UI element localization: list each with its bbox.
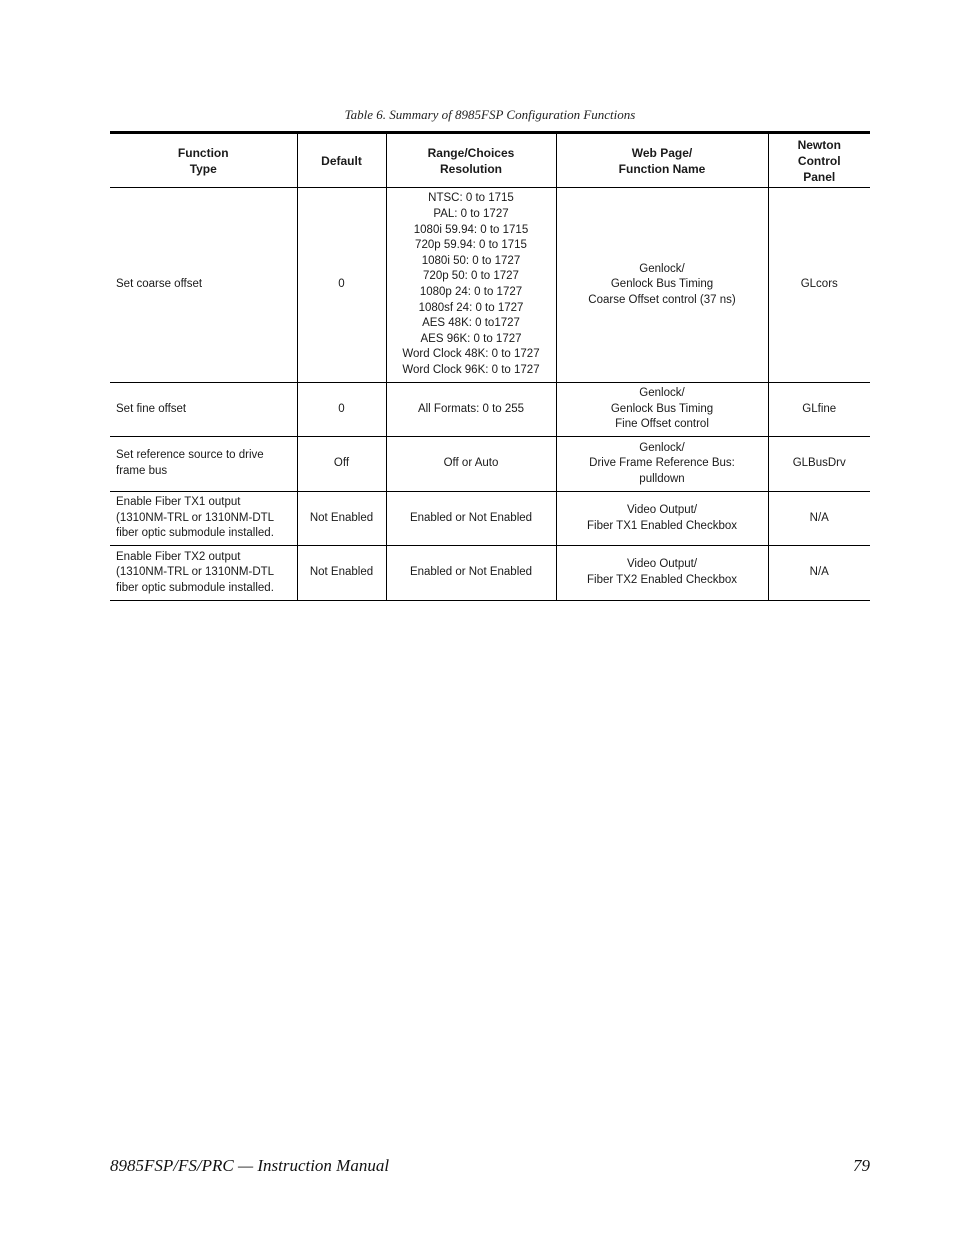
cell-web-page: Genlock/ Genlock Bus Timing Coarse Offset control (37 ns) — [556, 188, 768, 383]
cell-web-page: Genlock/ Genlock Bus Timing Fine Offset control — [556, 383, 768, 437]
cell-default: 0 — [297, 383, 386, 437]
cell-newton: N/A — [768, 546, 870, 601]
cell-default: Not Enabled — [297, 546, 386, 601]
configuration-table — [110, 131, 870, 601]
cell-range: Enabled or Not Enabled — [386, 546, 556, 601]
table-row — [110, 546, 870, 601]
cell-function: Set reference source to drive frame bus — [110, 437, 297, 492]
cell-range: Enabled or Not Enabled — [386, 492, 556, 546]
table-row — [110, 437, 870, 492]
cell-default: Not Enabled — [297, 492, 386, 546]
cell-range: All Formats: 0 to 255 — [386, 383, 556, 437]
cell-newton: GLfine — [768, 383, 870, 437]
cell-range: NTSC: 0 to 1715 PAL: 0 to 1727 1080i 59.94: 0 to 1715 720p 59.94: 0 to 1715 1080i 50: 0 to 1727 720p 50: 0 to 1727 1080p 24: 0 to 1727 1080sf 24: 0 to 1727 AES 48K: 0 to1727 AES 96K: 0 to 1727 Word Clock 48K: 0 to 1727 Word Clock 96K: 0 to 1727 — [386, 188, 556, 383]
table-caption: Table 6. Summary of 8985FSP Configuration Functions — [344, 107, 636, 122]
header-function-type: Function Type — [110, 133, 297, 188]
table-header-row — [110, 133, 870, 188]
cell-web-page: Video Output/ Fiber TX1 Enabled Checkbox — [556, 492, 768, 546]
page-number: 79 — [853, 1156, 870, 1175]
cell-web-page: Video Output/ Fiber TX2 Enabled Checkbox — [556, 546, 768, 601]
cell-newton: GLBusDrv — [768, 437, 870, 492]
cell-default: Off — [297, 437, 386, 492]
cell-newton: GLcors — [768, 188, 870, 383]
cell-function: Set fine offset — [110, 383, 297, 437]
cell-function: Set coarse offset — [110, 188, 297, 383]
manual-title: 8985FSP/FS/PRC — Instruction Manual — [110, 1156, 390, 1175]
header-web-page: Web Page/ Function Name — [556, 133, 768, 188]
table-row — [110, 383, 870, 437]
cell-range: Off or Auto — [386, 437, 556, 492]
cell-function: Enable Fiber TX1 output (1310NM-TRL or 1310NM-DTL fiber optic submodule installed. — [110, 492, 297, 546]
cell-function: Enable Fiber TX2 output (1310NM-TRL or 1310NM-DTL fiber optic submodule installed. — [110, 546, 297, 601]
table-row — [110, 188, 870, 383]
header-default: Default — [297, 133, 386, 188]
cell-newton: N/A — [768, 492, 870, 546]
header-newton-control-panel: Newton Control Panel — [768, 133, 870, 188]
cell-web-page: Genlock/ Drive Frame Reference Bus: pulldown — [556, 437, 768, 492]
header-range-choices: Range/Choices Resolution — [386, 133, 556, 188]
cell-default: 0 — [297, 188, 386, 383]
table-row — [110, 492, 870, 546]
